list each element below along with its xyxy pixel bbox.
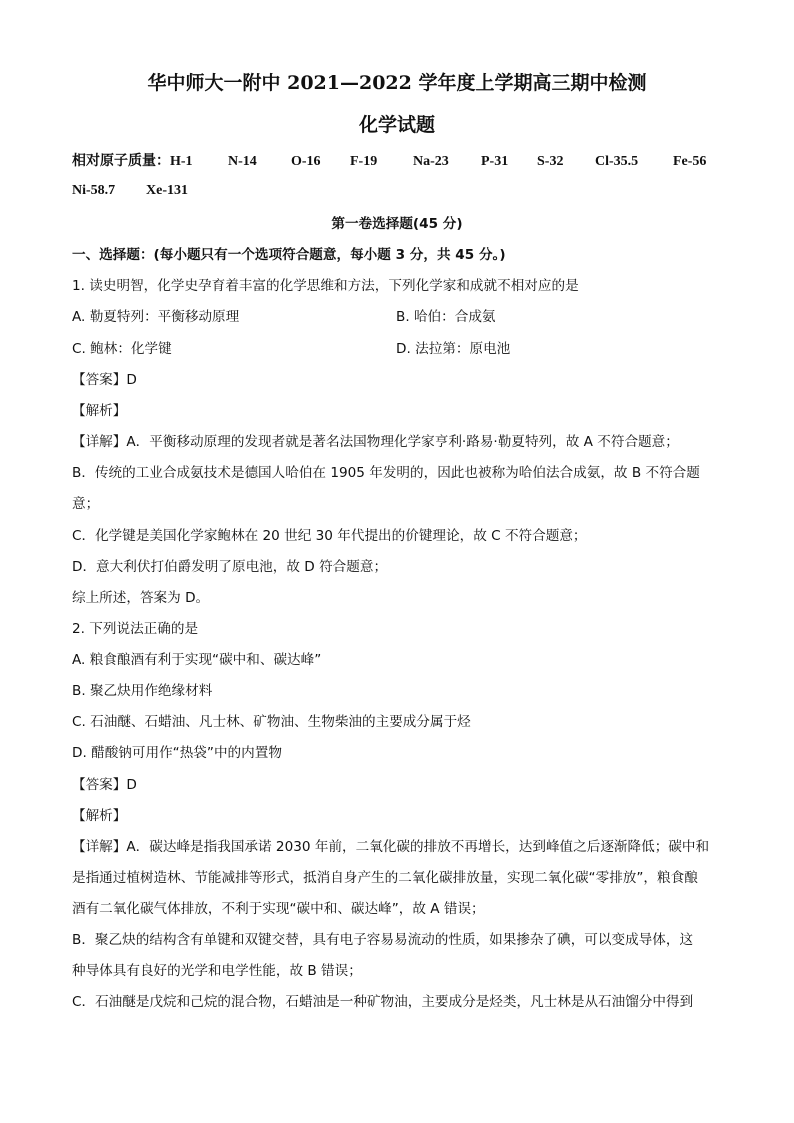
question-2-option-c: C. 石油醚、石蜡油、凡士林、矿物油、生物柴油的主要成分属于烃 xyxy=(72,714,471,730)
question-1-answer: 【答案】D xyxy=(72,372,137,388)
question-2-analysis-label: 【解析】 xyxy=(72,808,127,824)
question-1-detail-line: 【详解】A．平衡移动原理的发现者就是著名法国物理化学家亨利·路易·勒夏特列，故 A 不符合题意； xyxy=(72,434,679,450)
question-2-detail-line: C．石油醚是戊烷和己烷的混合物，石蜡油是一种矿物油，主要成分是烃类，凡士林是从石油馏分中得到 xyxy=(72,994,694,1010)
question-1-detail-line: 意； xyxy=(72,496,100,512)
question-2-option-b: B. 聚乙炔用作绝缘材料 xyxy=(72,683,213,699)
question-1-detail-line: B．传统的工业合成氨技术是德国人哈伯在 1905 年发明的，因此也被称为哈伯法合成氨，故 B 不符合题 xyxy=(72,465,700,481)
question-2-option-d: D. 醋酸钠可用作“热袋”中的内置物 xyxy=(72,745,282,761)
mass-item: F-19 xyxy=(350,154,378,169)
mass-item: H-1 xyxy=(170,154,193,169)
question-1-option-d: D. 法拉第：原电池 xyxy=(396,341,511,357)
mass-item: P-31 xyxy=(481,154,509,169)
mass-item: Fe-56 xyxy=(673,154,707,169)
section-instruction: 一、选择题：(每小题只有一个选项符合题意，每小题 3 分，共 45 分。) xyxy=(72,247,506,263)
atomic-mass-row-1 xyxy=(72,150,706,170)
atomic-mass-row-2 xyxy=(72,183,188,199)
question-2-answer: 【答案】D xyxy=(72,777,137,793)
section-title: 第一卷选择题(45 分) xyxy=(331,216,463,232)
question-2-detail-line: 种导体具有良好的光学和电学性能，故 B 错误； xyxy=(72,963,362,979)
mass-item: Na-23 xyxy=(413,154,449,169)
question-2-option-a: A. 粮食酿酒有利于实现“碳中和、碳达峰” xyxy=(72,652,322,668)
page-subtitle: 化学试题 xyxy=(358,114,435,136)
question-2-stem: 2. 下列说法正确的是 xyxy=(72,621,199,637)
mass-item: Cl-35.5 xyxy=(595,154,639,169)
mass-item: O-16 xyxy=(291,154,321,169)
question-2-detail-line: 是指通过植树造林、节能减排等形式，抵消自身产生的二氧化碳排放量，实现二氧化碳“零排放”，粮食酿 xyxy=(72,870,698,886)
question-1-detail-line: D．意大利伏打伯爵发明了原电池，故 D 符合题意； xyxy=(72,559,388,575)
mass-item: N-14 xyxy=(228,154,257,169)
question-1-detail-line: C．化学键是美国化学家鲍林在 20 世纪 30 年代提出的价键理论，故 C 不符合题意； xyxy=(72,528,587,544)
question-1-option-a: A. 勒夏特列：平衡移动原理 xyxy=(72,309,240,325)
question-1-detail-line: 综上所述，答案为 D。 xyxy=(72,590,210,606)
question-1-stem: 1. 读史明智，化学史孕育着丰富的化学思维和方法，下列化学家和成就不相对应的是 xyxy=(72,278,579,294)
question-1-option-c: C. 鲍林：化学键 xyxy=(72,341,172,357)
page-title: 华中师大一附中 2021—2022 学年度上学期高三期中检测 xyxy=(147,72,647,94)
atomic-mass-label: 相对原子质量： xyxy=(72,154,170,169)
question-2-detail-line: B．聚乙炔的结构含有单键和双键交替，具有电子容易易流动的性质，如果掺杂了碘，可以变成导体，这 xyxy=(72,932,694,948)
question-1-analysis-label: 【解析】 xyxy=(72,403,127,419)
question-2-detail-line: 酒有二氧化碳气体排放，不利于实现“碳中和、碳达峰”，故 A 错误； xyxy=(72,901,485,917)
question-2-detail-line: 【详解】A．碳达峰是指我国承诺 2030 年前，二氧化碳的排放不再增长，达到峰值之后逐渐降低；碳中和 xyxy=(72,839,710,855)
mass-item: Xe-131 xyxy=(146,183,188,198)
mass-item: Ni-58.7 xyxy=(72,183,116,198)
mass-item: S-32 xyxy=(537,154,564,169)
question-1-option-b: B. 哈伯：合成氨 xyxy=(396,309,496,325)
